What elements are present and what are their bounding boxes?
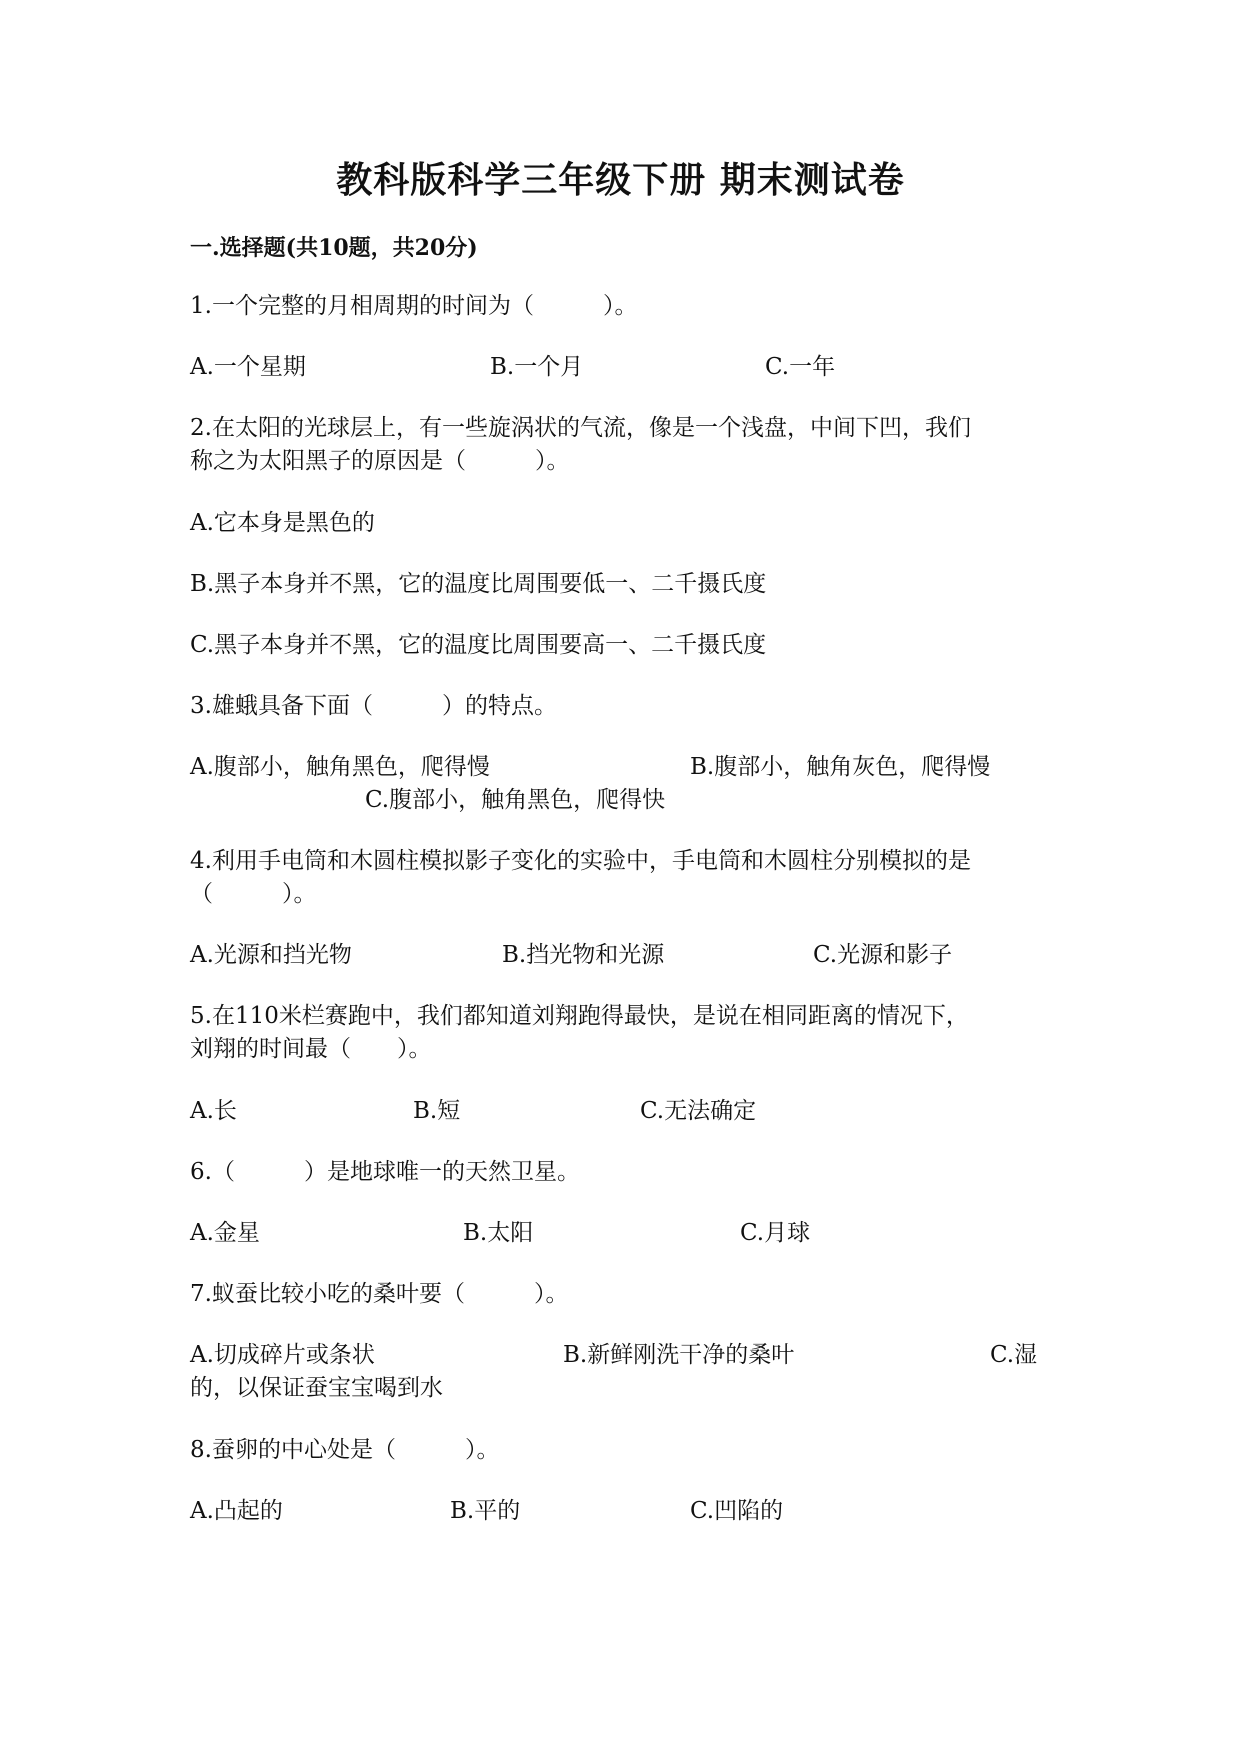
- question-2-stem-line-2: 称之为太阳黑子的原因是（ ）。: [190, 448, 570, 474]
- question-2-stem-line-1: 2.在太阳的光球层上，有一些旋涡状的气流，像是一个浅盘，中间下凹，我们: [190, 415, 971, 441]
- section-heading: 一.选择题(共10题，共20分): [190, 235, 478, 261]
- question-3-option-c: C.腹部小，触角黑色，爬得快: [365, 787, 666, 813]
- question-4-option-b: B.挡光物和光源: [502, 942, 665, 968]
- question-6-option-a: A.金星: [190, 1220, 260, 1246]
- question-8-option-c: C.凹陷的: [690, 1498, 784, 1524]
- question-5-option-a: A.长: [190, 1098, 237, 1124]
- page-title: 教科版科学三年级下册 期末测试卷: [336, 159, 905, 201]
- question-7-option-c-continued: 的，以保证蚕宝宝喝到水: [190, 1375, 443, 1401]
- question-7-option-a: A.切成碎片或条状: [190, 1342, 375, 1368]
- question-1-option-a: A.一个星期: [190, 354, 306, 380]
- question-1-stem: 1.一个完整的月相周期的时间为（ ）。: [190, 293, 638, 319]
- question-4-stem-line-2: （ ）。: [190, 881, 317, 907]
- question-7-option-b: B.新鲜刚洗干净的桑叶: [563, 1342, 795, 1368]
- question-3-option-a: A.腹部小，触角黑色，爬得慢: [190, 754, 490, 780]
- question-4-stem-line-1: 4.利用手电筒和木圆柱模拟影子变化的实验中，手电筒和木圆柱分别模拟的是: [190, 848, 971, 874]
- question-8-option-a: A.凸起的: [190, 1498, 283, 1524]
- question-5-option-c: C.无法确定: [640, 1098, 757, 1124]
- question-6-option-c: C.月球: [740, 1220, 811, 1246]
- question-8-option-b: B.平的: [450, 1498, 521, 1524]
- question-4-option-c: C.光源和影子: [813, 942, 953, 968]
- question-3-stem: 3.雄蛾具备下面（ ）的特点。: [190, 693, 557, 719]
- question-5-stem-line-2: 刘翔的时间最（ ）。: [190, 1036, 432, 1062]
- question-4-option-a: A.光源和挡光物: [190, 942, 352, 968]
- question-7-stem: 7.蚁蚕比较小吃的桑叶要（ ）。: [190, 1281, 569, 1307]
- question-2-option-a: A.它本身是黑色的: [190, 510, 375, 536]
- question-3-option-b: B.腹部小，触角灰色，爬得慢: [690, 754, 991, 780]
- question-6-option-b: B.太阳: [463, 1220, 534, 1246]
- question-7-option-c: C.湿: [990, 1342, 1038, 1368]
- question-6-stem: 6.（ ）是地球唯一的天然卫星。: [190, 1159, 580, 1185]
- question-5-stem-line-1: 5.在110米栏赛跑中，我们都知道刘翔跑得最快，是说在相同距离的情况下，: [190, 1003, 969, 1029]
- question-2-option-b: B.黑子本身并不黑，它的温度比周围要低一、二千摄氏度: [190, 571, 767, 597]
- question-1-option-b: B.一个月: [490, 354, 584, 380]
- question-1-option-c: C.一年: [765, 354, 836, 380]
- question-5-option-b: B.短: [413, 1098, 461, 1124]
- question-8-stem: 8.蚕卵的中心处是（ ）。: [190, 1437, 500, 1463]
- question-2-option-c: C.黑子本身并不黑，它的温度比周围要高一、二千摄氏度: [190, 632, 767, 658]
